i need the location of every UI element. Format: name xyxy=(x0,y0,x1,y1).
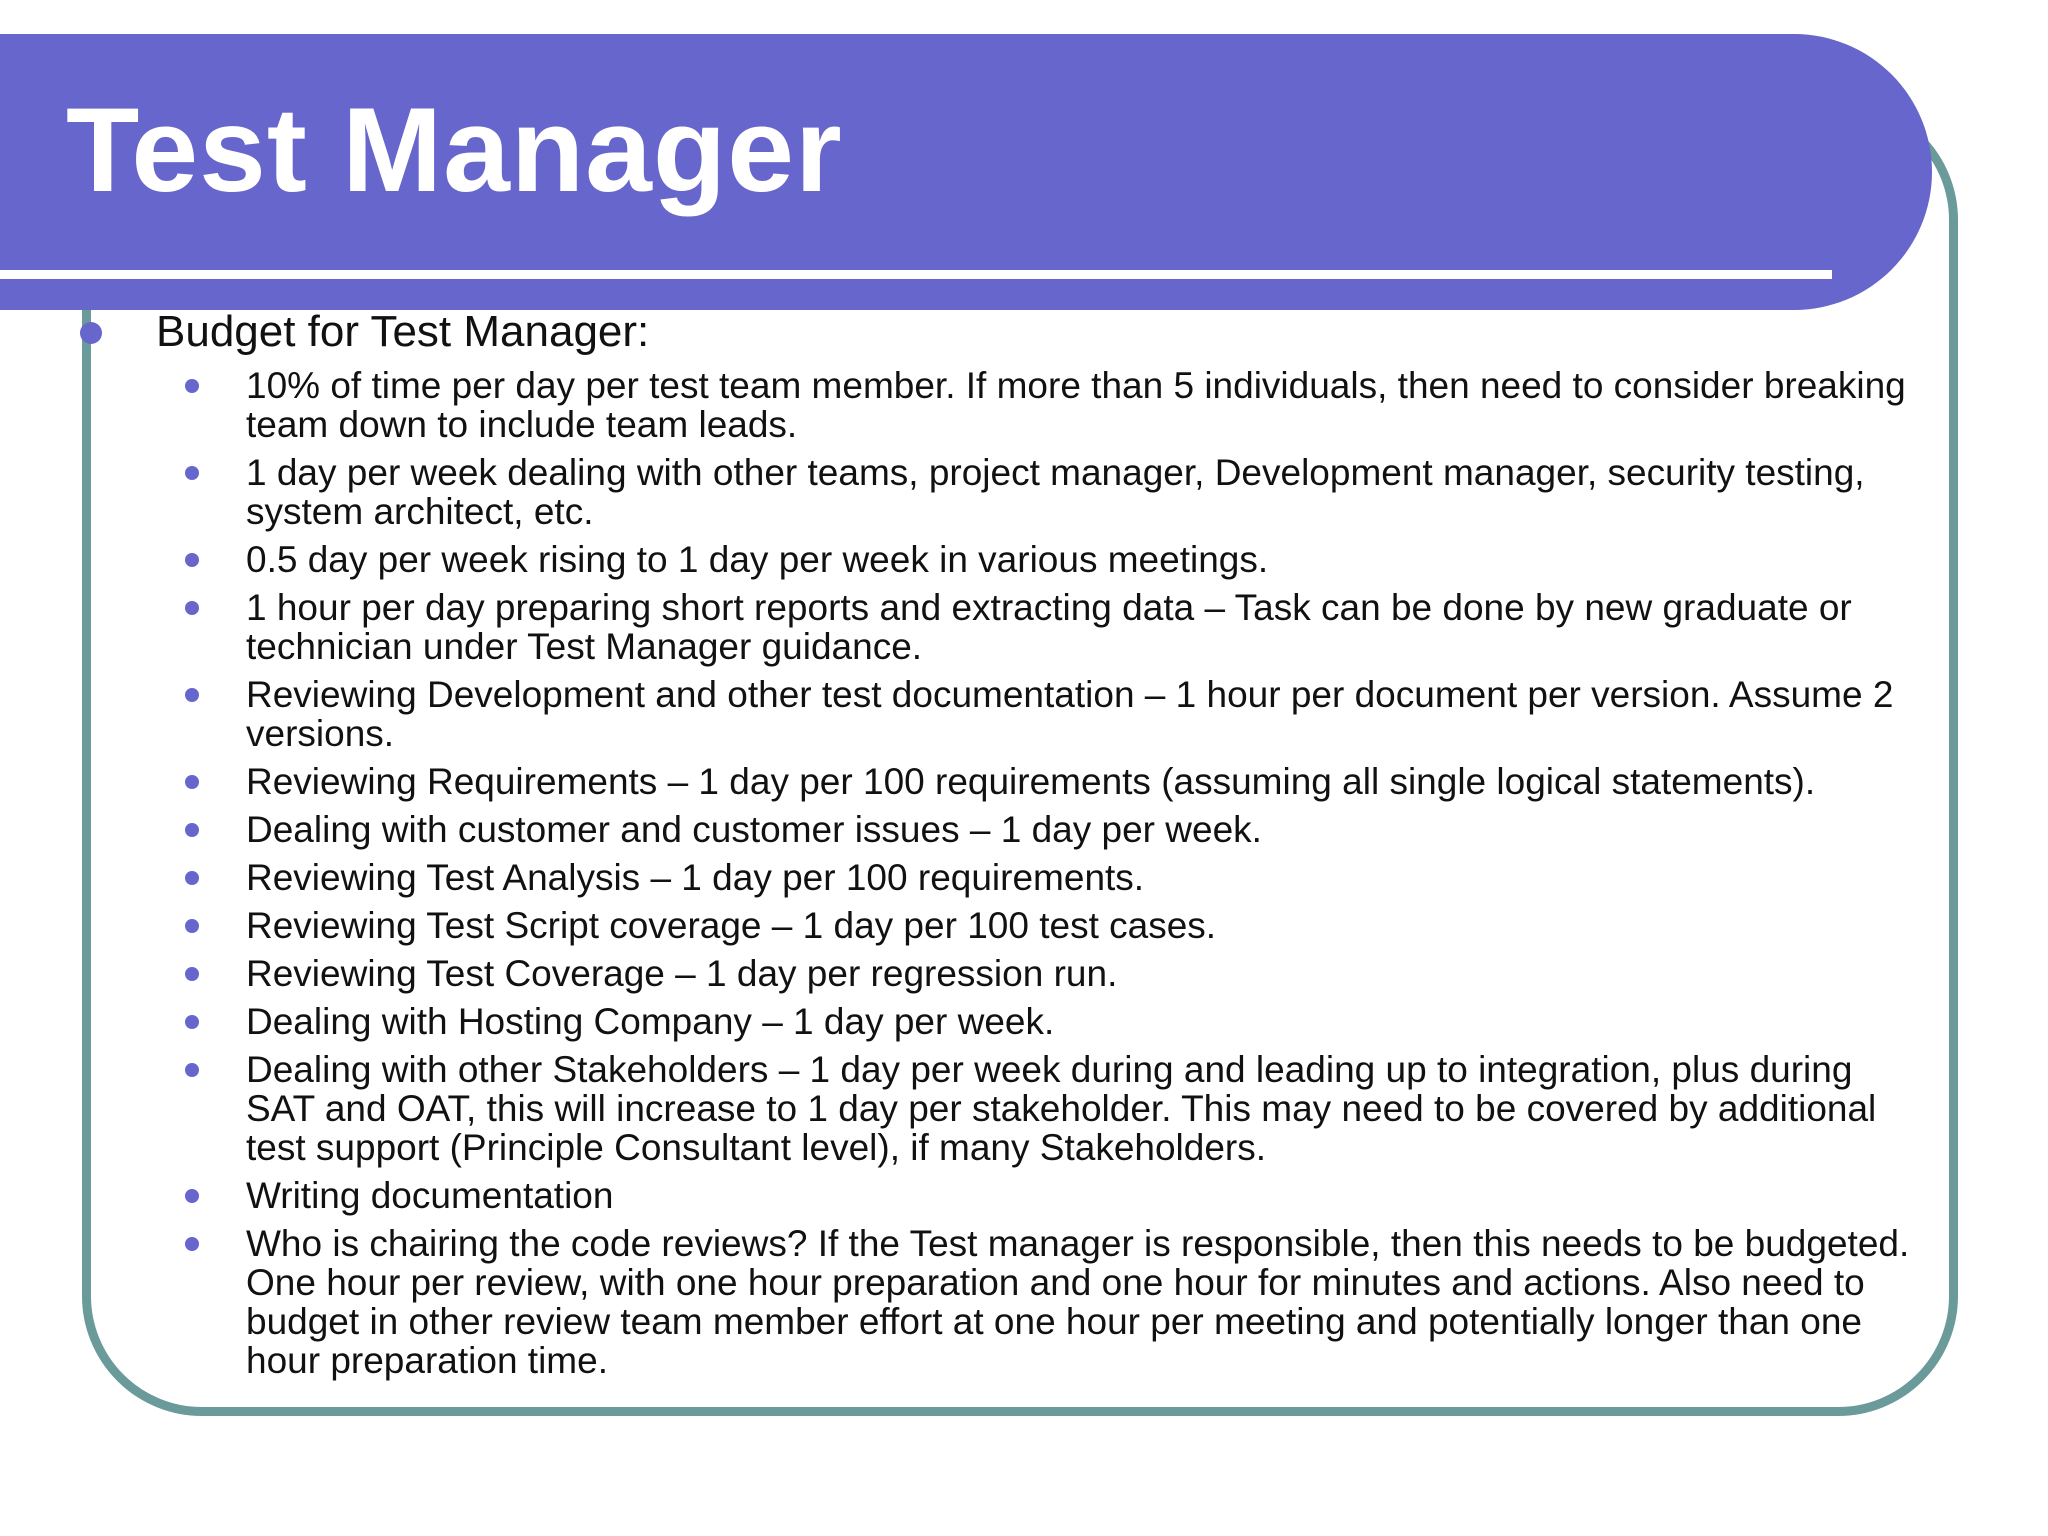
list-item xyxy=(80,588,1920,666)
slide-title: Test Manager xyxy=(66,83,843,217)
list-item xyxy=(80,762,1920,801)
list-item xyxy=(80,858,1920,897)
list-item xyxy=(80,453,1920,531)
list-item-text: 1 day per week dealing with other teams, project manager, Development manager, security testing, system architect, etc. xyxy=(246,451,1865,532)
bullet-dot-icon xyxy=(185,1189,199,1203)
list-item xyxy=(80,1050,1920,1167)
list-item xyxy=(80,954,1920,993)
list-item-text: Reviewing Test Script coverage – 1 day per 100 test cases. xyxy=(246,904,1217,946)
bullet-dot-icon xyxy=(185,919,199,933)
bullet-dot-icon xyxy=(185,823,199,837)
list-item-text: Reviewing Requirements – 1 day per 100 requirements (assuming all single logical statements). xyxy=(246,760,1816,802)
list-item xyxy=(80,810,1920,849)
bullet-dot-icon xyxy=(185,1015,199,1029)
list-item-text: Reviewing Test Coverage – 1 day per regression run. xyxy=(246,952,1118,994)
list-item-text: 0.5 day per week rising to 1 day per week in various meetings. xyxy=(246,538,1269,580)
main-bullet-text: Budget for Test Manager: xyxy=(156,307,650,356)
list-item-text: Writing documentation xyxy=(246,1174,614,1216)
list-item-text: 10% of time per day per test team member. If more than 5 individuals, then need to consider breaking team down to include team leads. xyxy=(246,364,1906,445)
list-item-text: Dealing with customer and customer issues – 1 day per week. xyxy=(246,808,1262,850)
list-item xyxy=(80,1176,1920,1215)
list-item xyxy=(80,675,1920,753)
bullet-dot-icon xyxy=(185,1237,199,1251)
list-item xyxy=(80,540,1920,579)
main-bullet xyxy=(80,306,1920,358)
bullet-dot-icon xyxy=(185,688,199,702)
bullet-dot-icon xyxy=(185,379,199,393)
bullet-dot-icon xyxy=(185,871,199,885)
bullet-dot-icon xyxy=(185,1063,199,1077)
bullet-dot-icon xyxy=(185,967,199,981)
title-divider xyxy=(0,270,1832,279)
list-item xyxy=(80,1002,1920,1041)
list-item-text: Dealing with other Stakeholders – 1 day per week during and leading up to integration, plus during SAT and OAT, this will increase to 1 day per stakeholder. This may need to be covered by additional test support (Principle Consultant level), if many Stakeholders. xyxy=(246,1048,1877,1168)
list-item xyxy=(80,366,1920,444)
list-item-text: Who is chairing the code reviews? If the Test manager is responsible, then this needs to be budgeted. One hour per review, with one hour preparation and one hour for minutes and actions. Also need to budget in other review team member effort at one hour per meeting and potentially longer than one hour preparation time. xyxy=(246,1222,1910,1381)
list-item xyxy=(80,1224,1920,1380)
list-item-text: Dealing with Hosting Company – 1 day per week. xyxy=(246,1000,1055,1042)
bullet-dot-icon xyxy=(80,322,102,344)
list-item-text: Reviewing Development and other test documentation – 1 hour per document per version. Assume 2 versions. xyxy=(246,673,1894,754)
bullet-dot-icon xyxy=(185,466,199,480)
list-item-text: Reviewing Test Analysis – 1 day per 100 requirements. xyxy=(246,856,1145,898)
list-item xyxy=(80,906,1920,945)
sub-bullet-list xyxy=(80,366,1920,1380)
bullet-dot-icon xyxy=(185,775,199,789)
bullet-dot-icon xyxy=(185,553,199,567)
list-item-text: 1 hour per day preparing short reports and extracting data – Task can be done by new graduate or technician under Test Manager guidance. xyxy=(246,586,1852,667)
bullet-dot-icon xyxy=(185,601,199,615)
slide-content xyxy=(80,306,1920,1389)
